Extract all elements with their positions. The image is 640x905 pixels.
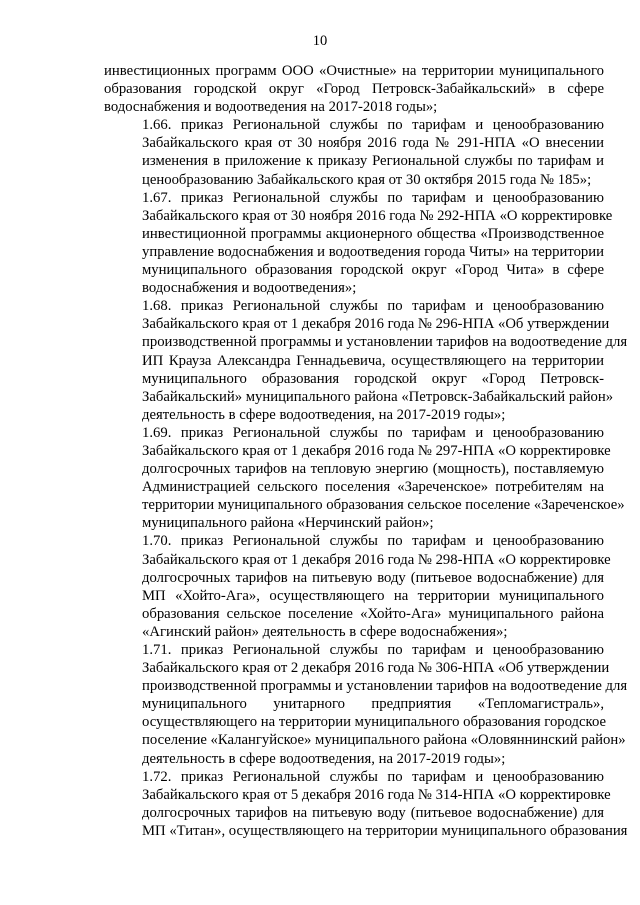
text-line: деятельность в сфере водоотведения, на 2017-2019 годы»; <box>142 406 506 423</box>
text-line: муниципального образования городской округ «Город Чита» в сфере <box>142 262 604 279</box>
text-line: муниципального образования городской округ «Город Петровск- <box>142 370 604 387</box>
paragraph <box>104 297 628 424</box>
text-line: 1.69. приказ Региональной службы по тарифам и ценообразованию <box>142 424 604 441</box>
paragraph <box>104 116 604 188</box>
text-line: долгосрочных тарифов на тепловую энергию (мощность), поставляемую <box>142 461 604 478</box>
text-line: инвестиционной программы акционерного общества «Производственное <box>142 225 604 242</box>
text-line: образования сельское поселение «Хойто-Ага» муниципального района <box>142 605 604 622</box>
text-line: 1.67. приказ Региональной службы по тарифам и ценообразованию <box>142 189 604 206</box>
text-line: 1.70. приказ Региональной службы по тарифам и ценообразованию <box>142 533 604 550</box>
text-line: Забайкальского края от 1 декабря 2016 года № 296-НПА «Об утверждении <box>142 316 610 333</box>
text-line: муниципального унитарного предприятия «Тепломагистраль», <box>142 696 604 713</box>
paragraph <box>104 62 604 116</box>
text-line: Забайкальского края от 30 ноября 2016 года № 292-НПА «О корректировке <box>142 207 613 224</box>
text-line: долгосрочных тарифов на питьевую воду (питьевое водоснабжение) для <box>142 569 604 586</box>
text-line: производственной программы и установлении тарифов на водоотведение для <box>142 334 628 351</box>
text-line: 1.68. приказ Региональной службы по тарифам и ценообразованию <box>142 298 604 315</box>
paragraph <box>104 189 613 298</box>
text-line: территории муниципального образования сельское поселение «Зареченское» <box>142 497 625 514</box>
text-line: Забайкальского края от 5 декабря 2016 года № 314-НПА «О корректировке <box>142 786 611 803</box>
paragraph <box>104 532 611 641</box>
text-line: 1.66. приказ Региональной службы по тарифам и ценообразованию <box>142 117 604 134</box>
text-line: Администрацией сельского поселения «Зареченское» потребителям на <box>142 479 604 496</box>
text-line: Забайкальского края от 30 ноября 2016 года № 291-НПА «О внесении <box>142 135 604 152</box>
text-line: Забайкальского края от 1 декабря 2016 года № 297-НПА «О корректировке <box>142 442 611 459</box>
text-line: МП «Хойто-Ага», осуществляющего на территории муниципального <box>142 587 604 604</box>
text-line: Забайкальский» муниципального района «Петровск-Забайкальский район» <box>142 388 614 405</box>
text-line: муниципального района «Нерчинский район»; <box>142 515 434 532</box>
text-line: деятельность в сфере водоотведения, на 2017-2019 годы»; <box>142 750 506 767</box>
text-line: инвестиционных программ ООО «Очистные» на территории муниципального <box>104 63 604 79</box>
text-line: Забайкальского края от 1 декабря 2016 года № 298-НПА «О корректировке <box>142 551 611 568</box>
text-line: водоснабжения и водоотведения на 2017-2018 годы»; <box>104 99 438 116</box>
text-line: МП «Титан», осуществляющего на территории муниципального образования <box>142 822 628 839</box>
text-line: образования городской округ «Город Петровск-Забайкальский» в сфере <box>104 81 604 98</box>
page-number: 10 <box>312 33 328 49</box>
document-body <box>104 62 628 840</box>
text-line: 1.71. приказ Региональной службы по тарифам и ценообразованию <box>142 642 604 658</box>
text-line: осуществляющего на территории муниципального образования городское <box>142 714 606 731</box>
text-line: долгосрочных тарифов на питьевую воду (питьевое водоснабжение) для <box>142 804 604 821</box>
text-line: ценообразованию Забайкальского края от 30 октября 2015 года № 185»; <box>142 171 592 188</box>
text-line: поселение «Калангуйское» муниципального района «Оловяннинский район» <box>142 732 626 749</box>
text-line: Забайкальского края от 2 декабря 2016 года № 306-НПА «Об утверждении <box>142 660 610 677</box>
text-line: управление водоснабжения и водоотведения города Читы» на территории <box>142 243 604 260</box>
text-line: «Агинский район» деятельность в сфере водоснабжения»; <box>142 623 508 640</box>
paragraph <box>104 641 628 768</box>
paragraph <box>104 768 628 840</box>
text-line: изменения в приложение к приказу Региональной службы по тарифам и <box>142 153 604 170</box>
text-line: производственной программы и установлении тарифов на водоотведение для <box>142 678 628 695</box>
paragraph <box>104 424 625 533</box>
text-line: 1.72. приказ Региональной службы по тарифам и ценообразованию <box>142 768 604 785</box>
text-line: водоснабжения и водоотведения»; <box>142 280 357 297</box>
text-line: ИП Крауза Александра Геннадьевича, осуществляющего на территории <box>142 352 604 369</box>
